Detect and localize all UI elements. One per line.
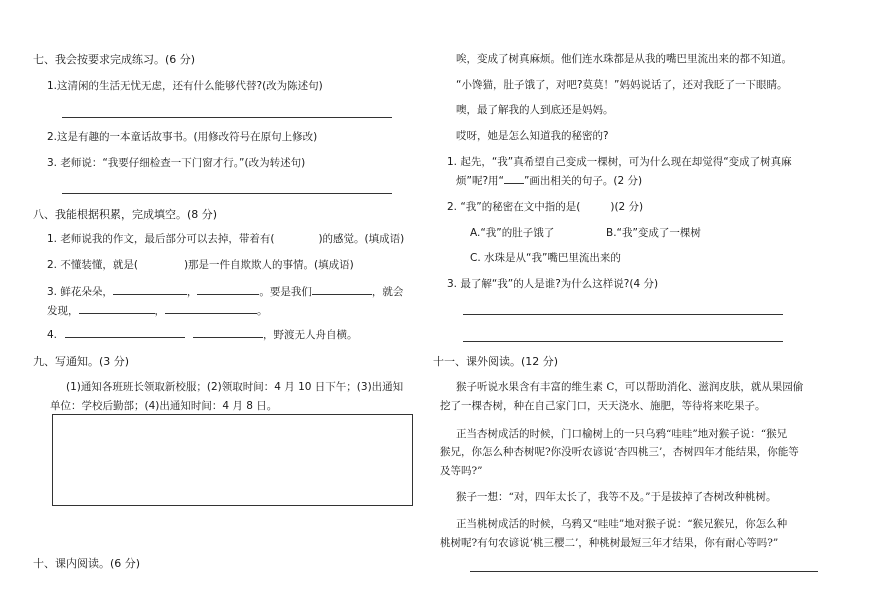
s8-q2-text-a: 2. 不懂装懂，就是( [47, 259, 138, 271]
extra-reading-answer-line[interactable] [470, 571, 818, 572]
passage-paragraph-2: “小馋猫，肚子饿了，对吧?莫莫！”妈妈说话了，还对我眨了一下眼睛。 [456, 79, 788, 91]
s8-question-2 [47, 259, 354, 272]
reading-question-2 [447, 201, 643, 214]
reading-question-1: 1. 起先，“我”真希望自己变成一棵树，可为什么现在却觉得“变成了树真麻 [447, 156, 792, 168]
extra-reading-p2-line-2: 猴兄，你怎么种杏树呢?你没听农谚说‘杏四桃三’，杏树四年才能结果，你能等 [440, 446, 799, 458]
section-8-title: 八、我能根据积累，完成填空。(8 分) [33, 208, 218, 221]
s7-q1-answer-line[interactable] [62, 117, 392, 118]
extra-reading-p2-line-1: 正当杏树成活的时候，门口榆树上的一只乌鸦“哇哇”地对猴子说：“猴兄 [456, 428, 788, 440]
s8-q3-text-b: ， [186, 286, 198, 298]
section-7-title: 七、我会按要求完成练习。(6 分) [33, 53, 196, 66]
s8-q2-text-b: )那是一件自欺欺人的事情。(填成语) [183, 259, 354, 271]
s8-q3-blank-4[interactable] [79, 313, 155, 314]
extra-reading-p3: 猴子一想：“对，四年太长了，我等不及。”于是拔掉了杏树改种桃树。 [456, 491, 777, 503]
s8-question-4 [47, 329, 358, 342]
s8-q3-text-f: ， [154, 305, 165, 317]
rq3-answer-line-1[interactable] [463, 314, 783, 315]
passage-paragraph-3: 噢，最了解我的人到底还是妈妈。 [456, 104, 614, 116]
s7-question-3: 3. 老师说：“我要仔细检查一下门窗才行。”(改为转述句) [47, 157, 306, 169]
s8-q3-text-c: 。要是我们 [259, 286, 312, 298]
s9-notice-line-1: (1)通知各班班长领取新校服；(2)领取时间：4 月 10 日下午；(3)出通知 [66, 381, 404, 393]
rq2-option-b[interactable]: B.“我”变成了一棵树 [606, 227, 701, 239]
extra-reading-p1-line-2: 挖了一棵杏树，种在自己家门口，天天浇水、施肥，等待将来吃果子。 [440, 400, 766, 412]
rq3-answer-line-2[interactable] [463, 341, 783, 342]
s8-q3-blank-5[interactable] [165, 313, 257, 314]
rq2-text-b: )(2 分) [610, 201, 644, 213]
extra-reading-p1-line-1: 猴子听说水果含有丰富的维生素 C，可以帮助消化、滋润皮肤，就从果园偷 [456, 381, 804, 393]
s8-q3-text-g: 。 [257, 305, 268, 317]
s8-q3-text-a: 3. 鲜花朵朵， [47, 286, 113, 298]
s7-question-2: 2.这是有趣的一本童话故事书。(用修改符号在原句上修改) [47, 131, 318, 143]
s8-q1-text-b: )的感觉。(填成语) [318, 233, 405, 245]
s8-q3-text-e: 发现， [47, 305, 79, 317]
reading-question-3: 3. 最了解“我”的人是谁?为什么这样说?(4 分) [447, 278, 659, 290]
s8-q3-blank-2[interactable] [197, 294, 259, 295]
s8-q4-blank-1[interactable] [65, 337, 185, 338]
s8-question-1 [47, 233, 404, 246]
reading-question-1-cont [456, 175, 642, 188]
s7-q3-answer-line[interactable] [62, 193, 392, 194]
s7-question-1: 1.这清闲的生活无忧无虑，还有什么能够代替?(改为陈述句) [47, 80, 323, 92]
s8-q4-blank-2[interactable] [193, 337, 263, 338]
s8-q1-text-a: 1. 老师说我的作文，最后部分可以去掉，带着有( [47, 233, 275, 245]
passage-paragraph-1: 唉，变成了树真麻烦。他们连水珠都是从我的嘴巴里流出来的都不知道。 [456, 53, 792, 65]
s8-q3-blank-3[interactable] [312, 294, 372, 295]
s9-answer-box[interactable] [52, 414, 413, 506]
s8-q3-blank-1[interactable] [113, 294, 187, 295]
rq2-option-c[interactable]: C. 水珠是从“我”嘴巴里流出来的 [470, 252, 621, 264]
section-10-title: 十、课内阅读。(6 分) [33, 557, 141, 570]
passage-paragraph-4: 哎呀，她是怎么知道我的秘密的? [456, 130, 609, 142]
rq1-underline-sample [504, 183, 524, 184]
extra-reading-p4-line-1: 正当桃树成活的时候，乌鸦又“哇哇”地对猴子说：“猴兄猴兄，你怎么种 [456, 518, 788, 530]
s8-q4-text-b: ，野渡无人舟自横。 [263, 329, 358, 341]
s9-notice-line-2: 单位：学校后勤部；(4)出通知时间：4 月 8 日。 [50, 400, 278, 412]
extra-reading-p2-line-3: 及等吗?” [440, 465, 483, 477]
rq2-option-a[interactable]: A.“我”的肚子饿了 [470, 227, 555, 239]
rq1-text-b: ”画出相关的句子。(2 分) [523, 175, 643, 187]
section-11-title: 十一、课外阅读。(12 分) [433, 355, 559, 368]
section-9-title: 九、写通知。(3 分) [33, 355, 130, 368]
s8-question-3-cont [47, 305, 268, 318]
s8-question-3 [47, 286, 403, 299]
rq2-text-a: 2. “我”的秘密在文中指的是( [447, 201, 581, 213]
extra-reading-p4-line-2: 桃树呢?有句农谚说‘桃三樱二’，种桃树最短三年才结果，你有耐心等吗?” [440, 537, 779, 549]
s8-q3-text-d: ，就会 [371, 286, 404, 298]
s8-q4-text-a: 4. [47, 329, 58, 341]
rq1-text-a: 烦”呢?用“ [456, 175, 504, 187]
